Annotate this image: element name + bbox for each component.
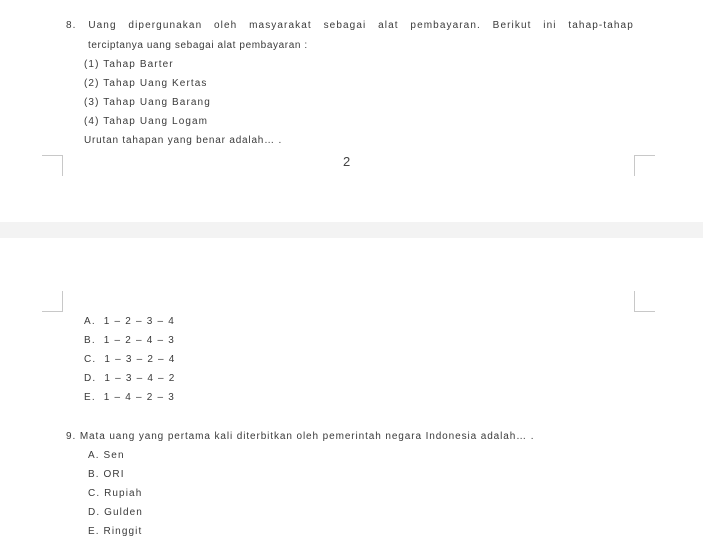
question-8-number: 8. (66, 20, 77, 31)
crop-mark-top-left (42, 155, 63, 176)
q8-option-e: E. 1 – 4 – 2 – 3 (84, 392, 176, 403)
q8-word: ini (543, 20, 557, 31)
q8-word: tahap-tahap (568, 20, 634, 31)
document-page-top (0, 0, 703, 222)
q8-word: oleh (214, 20, 238, 31)
q9-option-c: C. Rupiah (88, 488, 143, 499)
crop-mark-top-right (634, 155, 655, 176)
q8-option-d: D. 1 – 3 – 4 – 2 (84, 373, 176, 384)
question-8-line-2: terciptanya uang sebagai alat pembayaran : (88, 40, 308, 51)
page-gap (0, 222, 703, 238)
q8-option-a: A. 1 – 2 – 3 – 4 (84, 316, 176, 327)
question-8-prompt: Urutan tahapan yang benar adalah… . (84, 135, 283, 146)
crop-mark-bottom-left (42, 291, 63, 312)
stage-1: (1) Tahap Barter (84, 59, 174, 70)
question-9-text: 9. Mata uang yang pertama kali diterbitkan oleh pemerintah negara Indonesia adalah… . (66, 431, 535, 442)
question-8-line-1 (66, 20, 634, 31)
q8-word: Uang (88, 20, 117, 31)
page-number: 2 (343, 154, 351, 169)
q8-word: dipergunakan (128, 20, 203, 31)
stage-4: (4) Tahap Uang Logam (84, 116, 209, 127)
q9-option-d: D. Gulden (88, 507, 143, 518)
stage-2: (2) Tahap Uang Kertas (84, 78, 208, 89)
q8-word: sebagai (323, 20, 367, 31)
q8-option-c: C. 1 – 3 – 2 – 4 (84, 354, 176, 365)
q8-word: pembayaran. (410, 20, 481, 31)
q9-option-a: A. Sen (88, 450, 125, 461)
q9-option-b: B. ORI (88, 469, 125, 480)
document-page-bottom (0, 238, 703, 552)
q8-option-b: B. 1 – 2 – 4 – 3 (84, 335, 176, 346)
q8-word: masyarakat (249, 20, 312, 31)
crop-mark-bottom-right (634, 291, 655, 312)
q8-word: Berikut (492, 20, 532, 31)
q8-word: alat (378, 20, 399, 31)
stage-3: (3) Tahap Uang Barang (84, 97, 211, 108)
q9-option-e: E. Ringgit (88, 526, 143, 537)
